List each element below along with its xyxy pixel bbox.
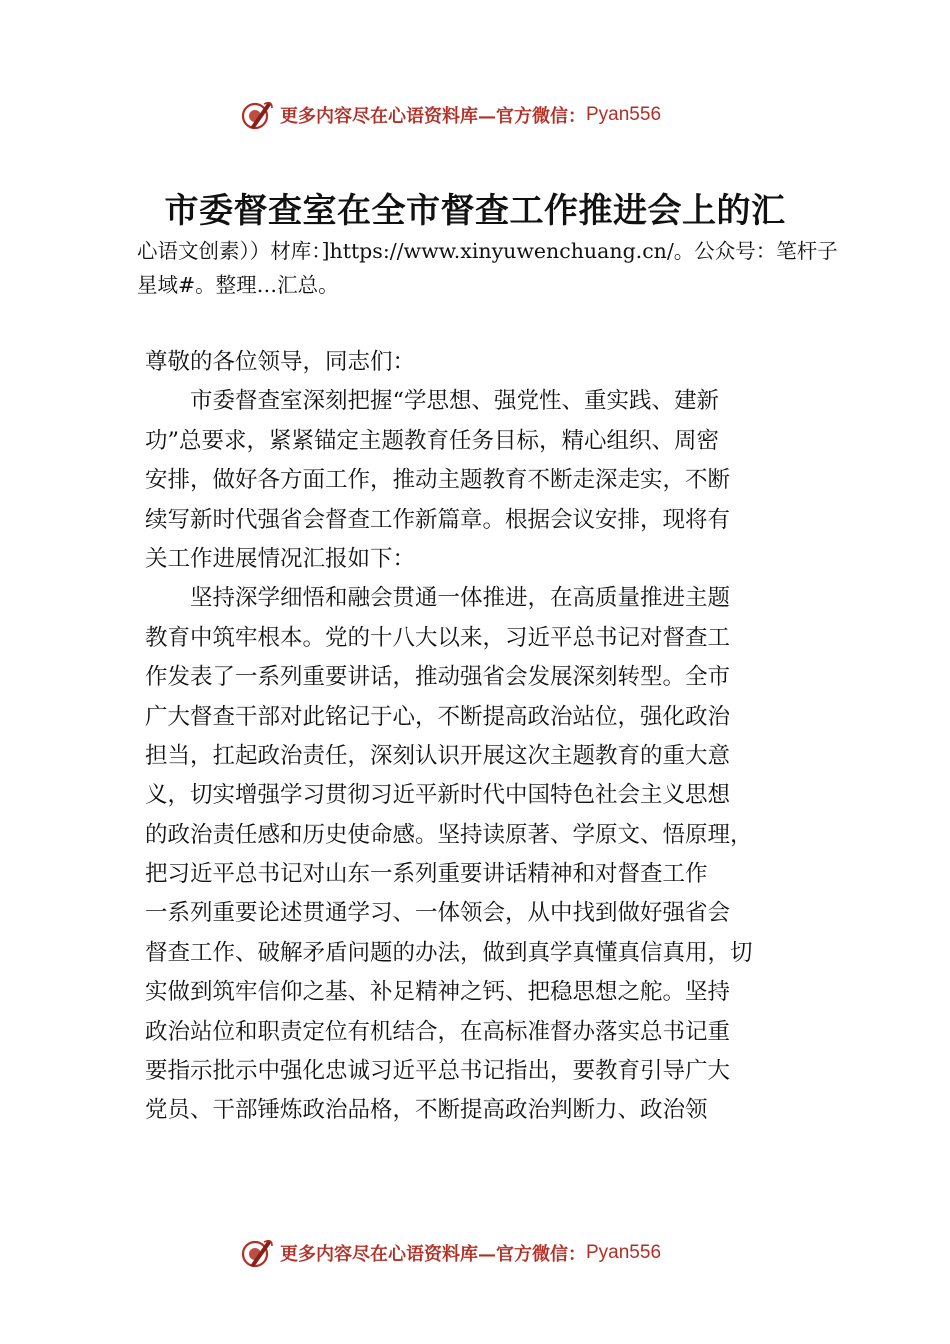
body-line: 关工作进展情况汇报如下： (145, 545, 416, 572)
footer-banner (240, 1233, 760, 1273)
body-line: 尊敬的各位领导，同志们： (145, 349, 416, 375)
body-line: 广大督查干部对此铭记于心，不断提高政治站位，强化政治 (145, 703, 731, 730)
banner-wechat-id: Pyan556 (586, 104, 662, 125)
body-line: 一系列重要论述贯通学习、一体领会，从中找到做好强省会 (145, 900, 731, 927)
body-line: 安排，做好各方面工作，推动主题教育不断走深走实，不断 (145, 467, 731, 494)
banner-text: 更多内容尽在心语资料库—官方微信： (280, 1244, 586, 1265)
banner-wechat-id: Pyan556 (586, 1242, 662, 1263)
body-line: 续写新时代强省会督查工作新篇章。根据会议安排，现将有 (145, 506, 731, 533)
body-line: 把习近平总书记对山东一系列重要讲话精神和对督查工作 (145, 861, 708, 888)
document-body (145, 343, 825, 1131)
body-line: 实做到筑牢信仰之基、补足精神之钙、把稳思想之舵。坚持 (145, 979, 731, 1006)
body-line: 功”总要求，紧紧锚定主题教育任务目标，精心组织、周密 (145, 427, 720, 454)
source-note: 心语文创素））材库：]https://www.xinyuwenchuang.cn/。公众号：笔杆子星域#。整理…汇总。 (137, 239, 838, 297)
body-line: 市委督查室深刻把握“学思想、强党性、重实践、建新 (190, 388, 720, 415)
quill-logo-icon (240, 1236, 274, 1270)
body-line: 的政治责任感和历史使命感。坚持读原著、学原文、悟原理， (145, 821, 753, 848)
body-line: 担当，扛起政治责任，深刻认识开展这次主题教育的重大意 (145, 742, 731, 769)
body-line: 教育中筑牢根本。党的十八大以来，习近平总书记对督查工 (145, 624, 731, 651)
document-title: 市委督查室在全市督查工作推进会上的汇 (164, 191, 786, 231)
body-line: 义，切实增强学习贯彻习近平新时代中国特色社会主义思想 (145, 782, 731, 809)
body-line: 党员、干部锤炼政治品格，不断提高政治判断力、政治领 (145, 1097, 708, 1124)
header-banner (240, 95, 760, 135)
quill-logo-icon (240, 98, 274, 132)
body-line: 要指示批示中强化忠诚习近平总书记指出，要教育引导广大 (145, 1058, 731, 1085)
banner-text: 更多内容尽在心语资料库—官方微信： (280, 106, 586, 127)
body-line: 作发表了一系列重要讲话，推动强省会发展深刻转型。全市 (145, 664, 731, 691)
body-line: 政治站位和职责定位有机结合，在高标准督办落实总书记重 (145, 1018, 731, 1045)
body-line: 坚持深学细悟和融会贯通一体推进，在高质量推进主题 (190, 585, 731, 612)
body-line: 督查工作、破解矛盾问题的办法，做到真学真懂真信真用，切 (145, 939, 753, 966)
